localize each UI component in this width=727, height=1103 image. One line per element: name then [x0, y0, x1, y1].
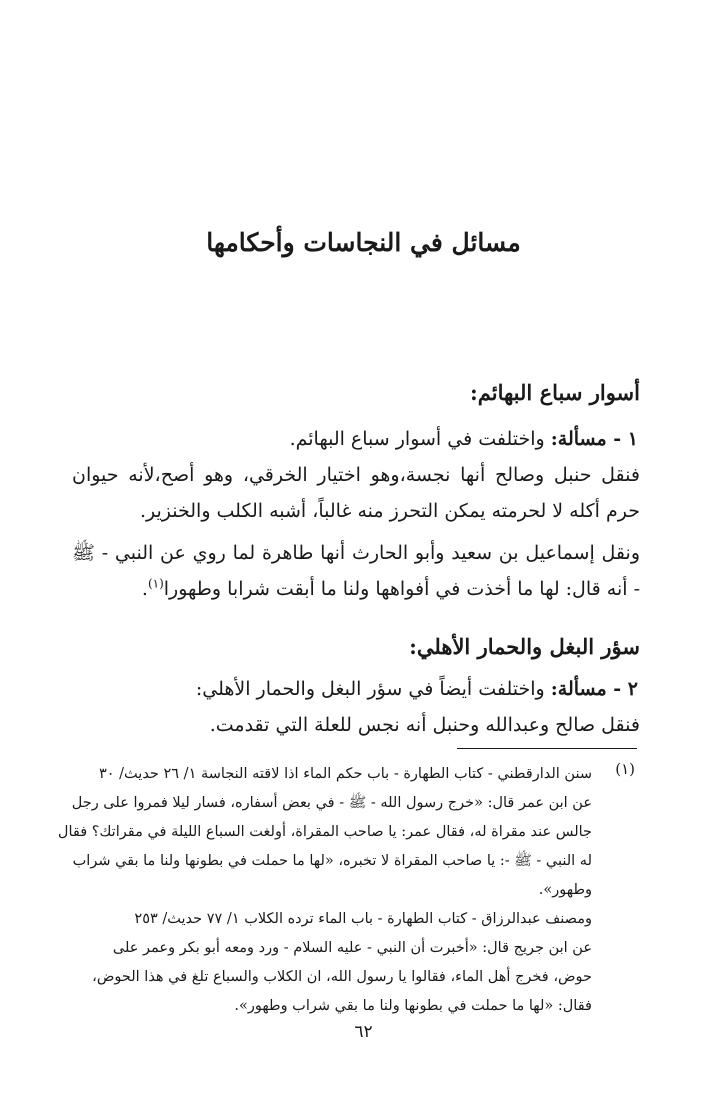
- question-1-lead: ١ - مسألة:: [550, 428, 638, 450]
- footnote-line: سنن الدارقطني - كتاب الطهارة - باب حكم الماء اذا لاقته النجاسة ١/ ٢٦ حديث/ ٣٠: [98, 766, 592, 782]
- footnote-line: حوض، فخرج أهل الماء، فقالوا يا رسول الله، ان الكلاب والسباع تلغ في هذا الحوض،: [92, 969, 592, 985]
- question-2-lead: ٢ - مسألة:: [550, 678, 638, 700]
- main-body: [72, 375, 640, 743]
- footnotes: [57, 760, 592, 1021]
- footnote-number: (١): [615, 760, 635, 778]
- footnote-line: فقال: «لها ما حملت في بطونها ولنا ما بقي شراب وطهور».: [234, 998, 592, 1014]
- question-2: [72, 671, 640, 707]
- footnote-line: وطهور».: [538, 882, 592, 898]
- footnote-line: له النبي - ﷺ -: يا صاحب المقراة لا تخبره، «لها ما حملت في بطونها ولنا ما بقي شراب: [72, 853, 592, 869]
- page-number: ٦٢: [354, 1022, 373, 1042]
- footnote-line: عن ابن عمر قال: «خرج رسول الله - ﷺ - في بعض أسفاره، فسار ليلا فمروا على رجل: [71, 795, 592, 811]
- footnote-line: عن ابن جريج قال: «أخبرت أن النبي - عليه السلام - ورد ومعه أبو بكر وعمر على: [112, 940, 592, 956]
- question-1: [72, 421, 640, 457]
- footnote-line: ومصنف عبدالرزاق - كتاب الطهارة - باب الماء ترده الكلاب ١/ ٧٧ حديث/ ٢٥٣: [134, 911, 592, 927]
- question-1-text: واختلفت في أسوار سباع البهائم.: [289, 428, 551, 450]
- footnote-line: جالس عند مقراة له، فقال عمر: يا صاحب المقراة، أولغت السباع الليلة في مقراتك؟ فقال: [57, 824, 592, 840]
- chapter-title: مسائل في النجاسات وأحكامها: [206, 228, 521, 257]
- paragraph-end-dot: .: [141, 578, 148, 600]
- paragraph-saleh-abdullah: فنقل صالح وعبدالله وحنبل أنه نجس للعلة التي تقدمت.: [209, 714, 640, 736]
- section-heading-mule-donkey: سؤر البغل والحمار الأهلي:: [409, 634, 640, 659]
- footnote-reference-1[interactable]: (١): [147, 576, 164, 591]
- question-2-text: واختلفت أيضاً في سؤر البغل والحمار الأهلي:: [195, 678, 551, 700]
- paragraph-hanbal-saleh: فنقل حنبل وصالح أنها نجسة،وهو اختيار الخرقي، وهو أصح،لأنه حيوان حرم أكله لا لحرمته يمكن التحرز منه غالباً، أشبه الكلب والخنزير.: [72, 464, 640, 522]
- paragraph-ismail-harith: [72, 535, 640, 607]
- section-heading-predators: أسوار سباع البهائم:: [470, 380, 640, 405]
- footnote-divider: [457, 748, 637, 749]
- paragraph-ismail-harith-text: ونقل إسماعيل بن سعيد وأبو الحارث أنها طاهرة لما روي عن النبي - ﷺ - أنه قال: لها ما أخذت في أفواهها ولنا ما أبقت شرابا وطهورا: [72, 542, 640, 600]
